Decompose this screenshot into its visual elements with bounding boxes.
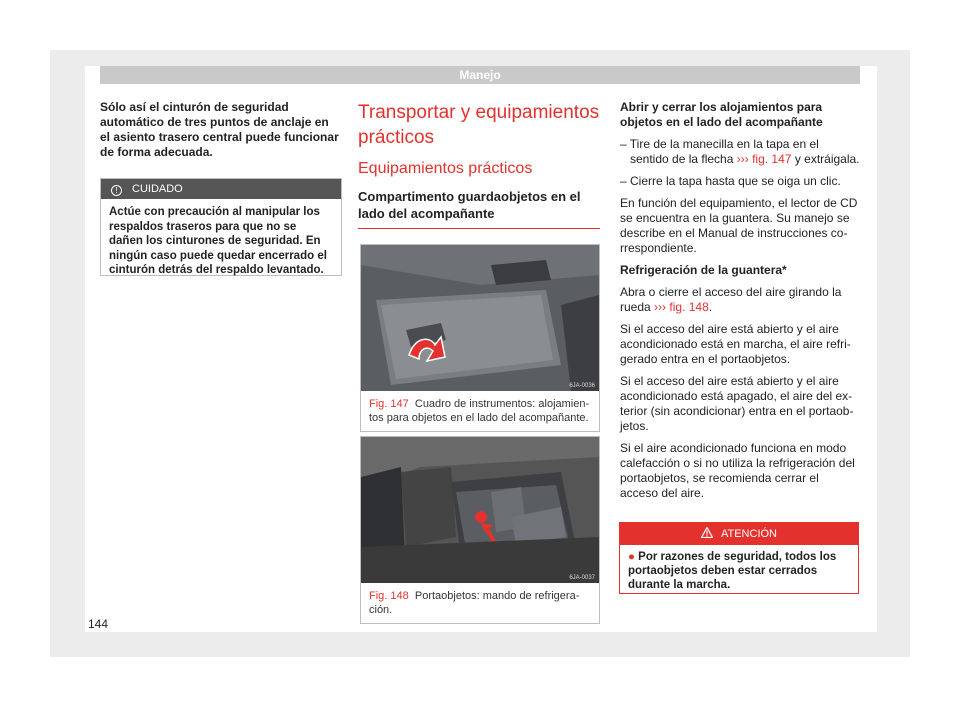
arrow-reference-icon: ››› bbox=[736, 152, 749, 166]
chapter-subtitle: Equipamientos prácticos bbox=[358, 160, 533, 177]
figure-caption-text: Cuadro de instrumentos: alojamientos para objetos en el lado del acompañante. bbox=[369, 398, 590, 424]
cooling-paragraph-2: Si el acceso del aire está abierto y el aire acondicionado está en marcha, el aire refrigerado entra en el portaobjetos. bbox=[620, 322, 851, 366]
cooling-paragraph-1-end: . bbox=[708, 300, 713, 314]
figure-147 bbox=[360, 244, 600, 432]
arrow-reference-icon: ››› bbox=[654, 300, 667, 314]
column-middle bbox=[358, 100, 600, 229]
figure-148-link[interactable]: fig. 148 bbox=[669, 300, 709, 314]
warning-text bbox=[620, 545, 858, 597]
figure-147-caption bbox=[361, 391, 599, 431]
figure-label: Fig. 148 bbox=[369, 590, 409, 602]
figure-caption-text: Portaobjetos: mando de refrigeración. bbox=[369, 590, 580, 616]
figure-147-image bbox=[361, 245, 599, 391]
cooling-heading: Refrigeración de la guantera* bbox=[620, 263, 787, 277]
step-1-text: – Tire de la manecilla en la tapa en el sentido de la flecha bbox=[620, 137, 819, 166]
caution-text: Actúe con precaución al manipular los respaldos traseros para que no se dañen los cinturones de seguridad. En ningún caso puede quedar encerrado el cinturón detrás del respaldo levantado. bbox=[109, 206, 327, 276]
chapter-title: Transportar y equipamientos prácticos bbox=[358, 102, 600, 148]
section-title: Compartimento guardaobjetos en el lado del acompañante bbox=[358, 188, 600, 229]
figure-code: 6JA-0036 bbox=[569, 383, 595, 389]
warning-label: ATENCIÓN bbox=[720, 528, 778, 540]
cooling-paragraph-3: Si el acceso del aire está abierto y el aire acondicionado está apagado, el aire del exterior (sin acondicionar) entra en el portaobjetos. bbox=[620, 374, 854, 433]
figure-148-caption bbox=[361, 583, 599, 623]
warning-header bbox=[620, 523, 858, 545]
bullet-icon: ● bbox=[628, 551, 635, 563]
figure-code: 6JA-0037 bbox=[569, 575, 595, 581]
glovebox-heading: Abrir y cerrar los alojamientos para objetos en el lado del acompañante bbox=[620, 100, 823, 129]
cooling-paragraph-4: Si el aire acondicionado funciona en modo calefacción o si no utiliza la refrigeración del portaobjetos, se recomienda cerrar el acceso del aire. bbox=[620, 441, 855, 500]
warning-box bbox=[619, 522, 859, 594]
column-left bbox=[100, 100, 342, 160]
intro-paragraph: Sólo así el cinturón de seguridad automático de tres puntos de anclaje en el asiento trasero central puede funcionar de forma adecuada. bbox=[100, 100, 339, 159]
column-right bbox=[620, 100, 860, 508]
caution-label: CUIDADO bbox=[132, 183, 183, 195]
cd-player-paragraph: En función del equipamiento, el lector de CD se encuentra en la guantera. Su manejo se describe en el Manual de instrucciones correspondiente. bbox=[620, 196, 858, 255]
section-header: Manejo bbox=[100, 66, 860, 84]
glovebox-illustration bbox=[361, 245, 599, 391]
figure-147-link[interactable]: fig. 147 bbox=[752, 152, 792, 166]
cooling-paragraph-1 bbox=[620, 285, 860, 315]
step-1-end: y extráigala. bbox=[794, 152, 860, 166]
figure-148 bbox=[360, 436, 600, 624]
page-number: 144 bbox=[88, 617, 109, 631]
caution-header bbox=[101, 179, 341, 199]
warning-triangle-icon bbox=[701, 527, 713, 538]
cooling-paragraph-1-text: Abra o cierre el acceso del aire girando la rueda bbox=[620, 285, 842, 314]
figure-label: Fig. 147 bbox=[369, 398, 409, 410]
step-2: – Cierre la tapa hasta que se oiga un clic. bbox=[620, 174, 841, 188]
caution-box bbox=[100, 178, 342, 276]
cooling-control-illustration bbox=[361, 437, 599, 583]
info-circle-icon: ! bbox=[111, 185, 122, 196]
warning-text-content: Por razones de seguridad, todos los portaobjetos deben estar cerrados durante la marcha. bbox=[628, 551, 837, 591]
step-1 bbox=[620, 137, 860, 167]
figure-148-image bbox=[361, 437, 599, 583]
